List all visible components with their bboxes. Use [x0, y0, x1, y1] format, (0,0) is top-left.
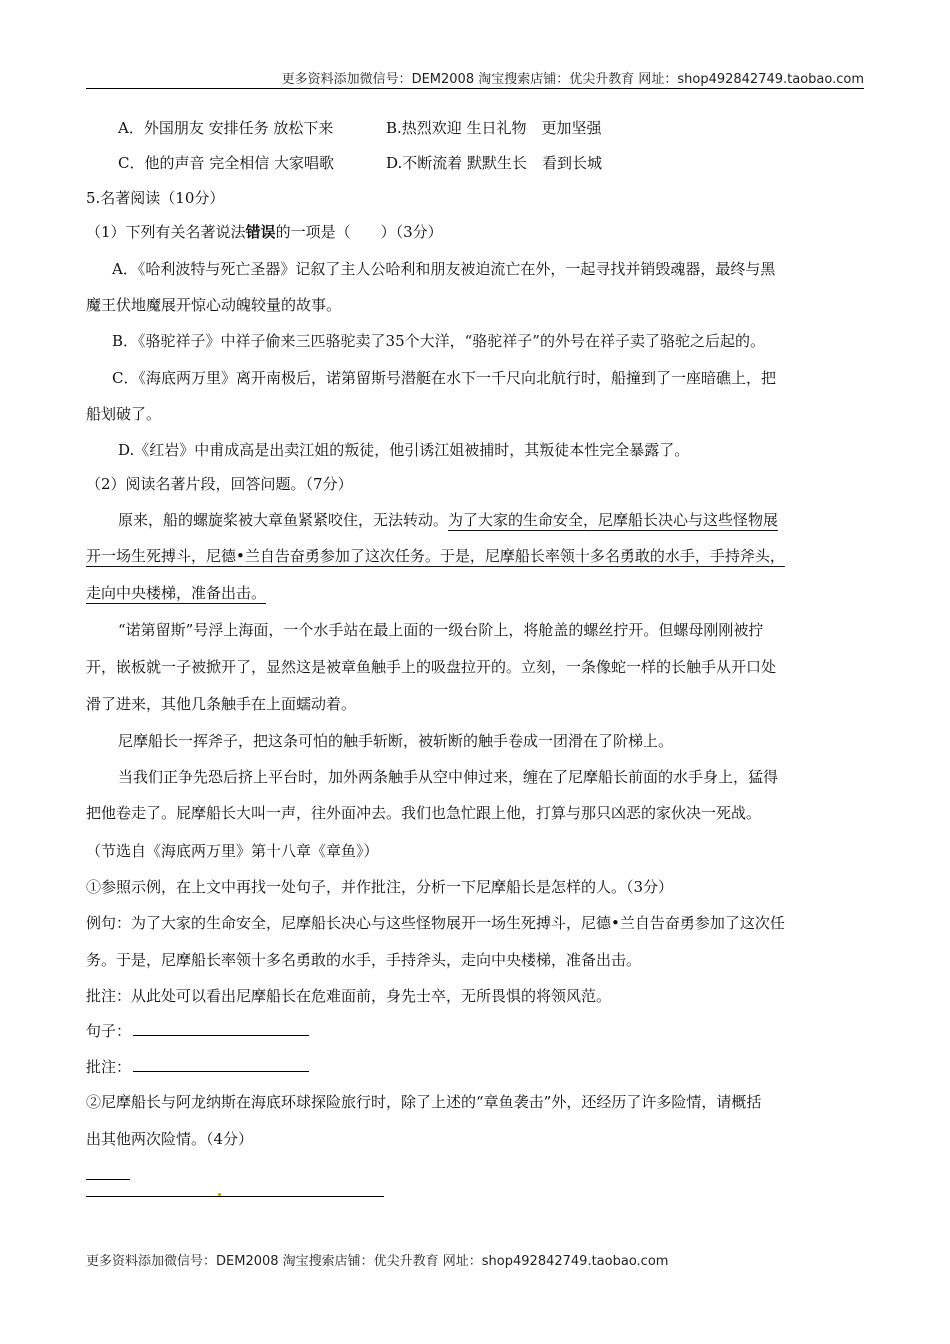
passage-p1-line3: 走向中央楼梯，准备出击。 [86, 584, 267, 602]
passage-p1-plain: 原来，船的螺旋桨被大章鱼紧紧咬住，无法转动。 [118, 511, 449, 529]
question-1-line1: ①参照示例，在上文中再找一处句子，并作批注，分析一下尼摩船长是怎样的人。（3分） [86, 878, 674, 896]
page-header-text: 更多资料添加微信号：DEM2008 淘宝搜索店铺：优尖升教育 网址：shop492842749.taobao.com [281, 72, 864, 87]
q5-1-option-a-line1: A．《哈利波特与死亡圣器》记叙了主人公哈利和朋友被迫流亡在外，一起寻找并销毁魂器，最终与黑 [112, 260, 776, 278]
q5-1-prefix: （1）下列有关名著说法 [86, 223, 246, 241]
question-2-line2: 出其他两次险情。（4分） [86, 1130, 254, 1148]
comment-label: 批注： [86, 1058, 132, 1076]
answer-line-short[interactable] [86, 1179, 130, 1180]
comment-answer-row [86, 1057, 309, 1077]
q5-1-option-d: D.《红岩》中甫成高是出卖江姐的叛徒，他引诱江姐被捕时，其叛徒本性完全暴露了。 [118, 441, 690, 459]
passage-p1-line2: 开一场生死搏斗，尼德•兰自告奋勇参加了这次任务。于是，尼摩船长率领十多名勇敢的水手，手持斧头， [86, 547, 785, 565]
answer-line-long[interactable] [86, 1196, 384, 1197]
header-divider [86, 88, 864, 89]
question-2-line1: ②尼摩船长与阿龙纳斯在海底环球探险旅行时，除了上述的“章鱼袭击”外，还经历了许多险情，请概括 [86, 1093, 762, 1111]
q5-1-stem [86, 222, 443, 242]
passage-p1-line1 [118, 510, 778, 530]
q5-title: 5.名著阅读（10分） [86, 189, 225, 207]
q5-1-option-c-line2: 船划破了。 [86, 405, 162, 423]
comment-answer-blank[interactable] [133, 1057, 309, 1072]
passage-p2-line3: 滑了进来，其他几条触手在上面蠕动着。 [86, 695, 357, 713]
example-annotation: 批注：从此处可以看出尼摩船长在危难面前，身先士卒，无所畏惧的将领风范。 [86, 987, 612, 1005]
option-c: C．他的声音 完全相信 大家唱歌 [118, 154, 335, 172]
passage-source: （节选自《海底两万里》第十八章《章鱼》） [86, 842, 379, 860]
ink-dot [218, 1193, 221, 1196]
q5-1-option-a-line2: 魔王伏地魔展开惊心动魄较量的故事。 [86, 296, 342, 314]
option-a: A．外国朋友 安排任务 放松下来 [118, 119, 334, 137]
passage-p4-line1: 当我们正争先恐后挤上平台时，加外两条触手从空中伸过来，缠在了尼摩船长前面的水手身上，猛得 [118, 768, 779, 786]
q5-1-option-c-line1: C．《海底两万里》离开南极后，诺第留斯号潜艇在水下一千尺向北航行时，船撞到了一座暗礁上，把 [112, 369, 776, 387]
passage-p3-line1: 尼摩船长一挥斧子，把这条可怕的触手斩断，被斩断的触手卷成一团滑在了阶梯上。 [118, 732, 674, 750]
option-b: B.热烈欢迎 生日礼物 更加坚强 [386, 119, 602, 137]
sentence-label: 句子： [86, 1022, 132, 1040]
passage-p2-line1: “诺第留斯”号浮上海面，一个水手站在最上面的一级台阶上，将舱盖的螺丝拧开。但螺母刚刚被拧 [118, 621, 764, 639]
q5-2-title: （2）阅读名著片段，回答问题。（7分） [86, 475, 353, 493]
q5-1-bold-keyword: 错误 [245, 223, 276, 241]
example-line2: 务。于是，尼摩船长率领十多名勇敢的水手，手持斧头，走向中央楼梯，准备出击。 [86, 951, 642, 969]
q5-1-suffix: 的一项是（ ）（3分） [275, 223, 443, 241]
option-d: D.不断流着 默默生长 看到长城 [386, 154, 603, 172]
passage-p2-line2: 开，嵌板就一子被掀开了，显然这是被章鱼触手上的吸盘拉开的。立刻，一条像蛇一样的长触手从开口处 [86, 658, 777, 676]
sentence-answer-blank[interactable] [133, 1021, 309, 1036]
example-line1: 例句：为了大家的生命安全，尼摩船长决心与这些怪物展开一场生死搏斗，尼德•兰自告奋勇参加了这次任 [86, 914, 785, 932]
page-footer-text: 更多资料添加微信号：DEM2008 淘宝搜索店铺：优尖升教育 网址：shop492842749.taobao.com [86, 1254, 669, 1269]
passage-p1-underlined: 为了大家的生命安全，尼摩船长决心与这些怪物展 [448, 511, 779, 529]
passage-p4-line2: 把他卷走了。屁摩船长大叫一声，往外面冲去。我们也急忙跟上他，打算与那只凶恶的家伙决一死战。 [86, 804, 762, 822]
q5-1-option-b: B．《骆驼祥子》中祥子偷来三匹骆驼卖了35个大洋，“骆驼祥子”的外号在祥子卖了骆驼之后起的。 [112, 332, 765, 350]
sentence-answer-row [86, 1021, 309, 1041]
